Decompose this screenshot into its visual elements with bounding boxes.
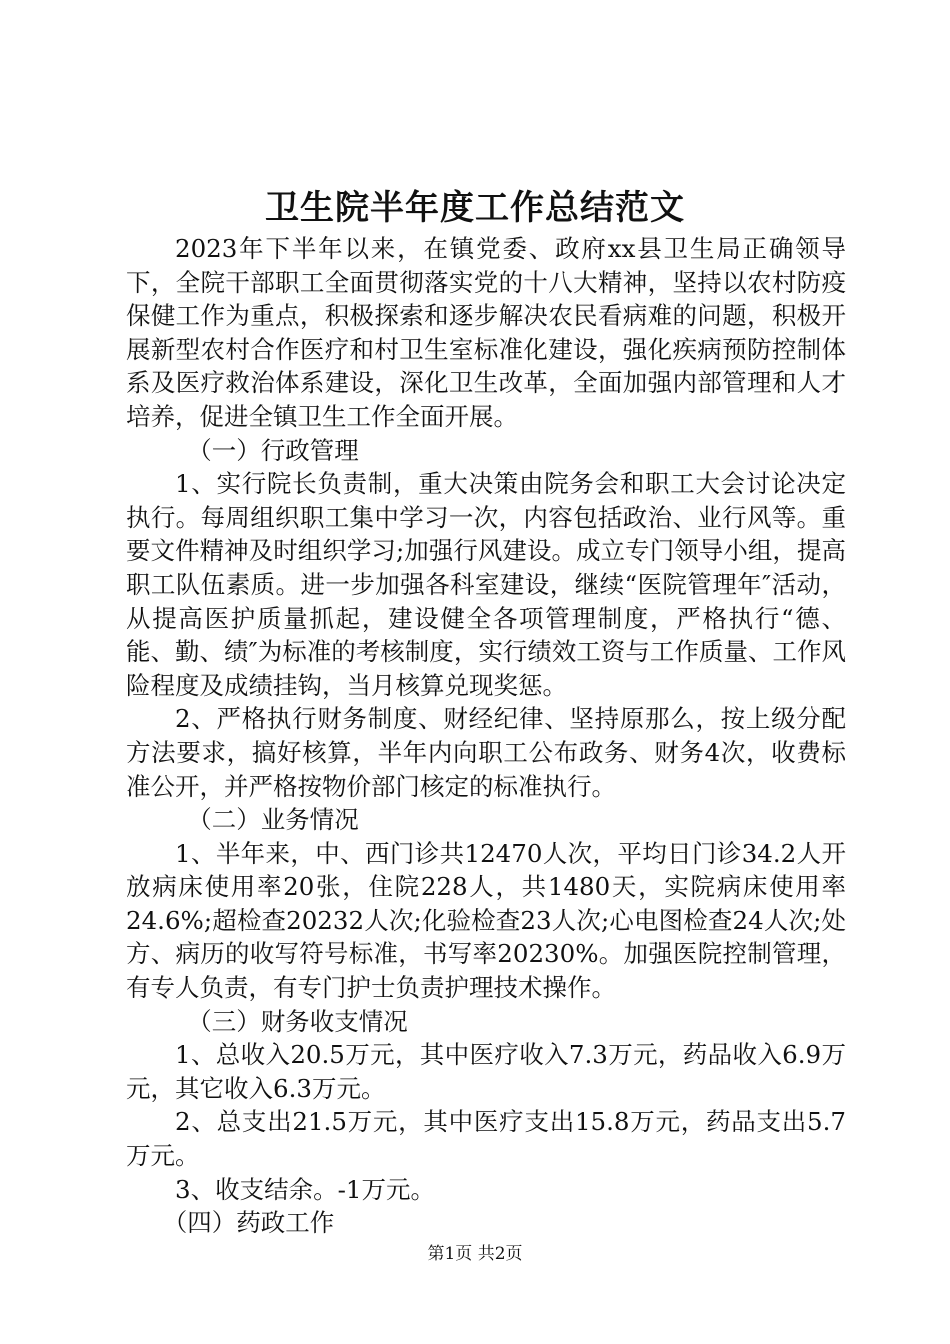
business-item-1: 1、半年来，中、西门诊共12470人次，平均日门诊34.2人开放病床使用率20张，住院228人，共1480天，实院病床使用率24.6%;超检查20232人次;化验检查23人次;心电图检查24人次;处方、病历的收写符号标准，书写率20230%。加强医院控制管理，有专人负责，有专门护士负责护理技术操作。: [126, 838, 846, 1003]
finance-item-3: 3、收支结余。-1万元。: [175, 1174, 435, 1204]
document-title: 卫生院半年度工作总结范文: [265, 188, 685, 228]
finance-item-2: 2、总支出21.5万元，其中医疗支出15.8万元，药品支出5.7万元。: [126, 1107, 846, 1171]
section-heading-business: （二）业务情况: [187, 805, 359, 835]
page-footer: 第1页 共2页: [427, 1244, 523, 1264]
section-heading-pharmacy: （四）药政工作: [162, 1208, 335, 1238]
document-body: [126, 232, 846, 1240]
administration-item-2: 2、严格执行财务制度、财经纪律、坚持原那么，按上级分配方法要求，搞好核算，半年内向职工公布政务、财务4次，收费标准公开，并严格按物价部门核定的标准执行。: [126, 704, 846, 801]
finance-item-1: 1、总收入20.5万元，其中医疗收入7.3万元，药品收入6.9万元，其它收入6.3万元。: [126, 1040, 846, 1103]
section-heading-administration: （一）行政管理: [187, 435, 359, 465]
administration-item-1: 1、实行院长负责制，重大决策由院务会和职工大会讨论决定执行。每周组织职工集中学习一次，内容包括政治、业行风等。重要文件精神及时组织学习;加强行风建设。成立专门领导小组，提高职工队伍素质。进一步加强各科室建设，继续“医院管理年″活动，从提高医护质量抓起，建设健全各项管理制度，严格执行“德、能、勤、绩″为标准的考核制度，实行绩效工资与工作质量、工作风险程度及成绩挂钩，当月核算兑现奖惩。: [126, 469, 846, 700]
section-heading-finance: （三）财务收支情况: [187, 1006, 408, 1036]
intro-paragraph: 2023年下半年以来，在镇党委、政府xx县卫生局正确领导下，全院干部职工全面贯彻落实党的十八大精神，坚持以农村防疫保健工作为重点，积极探索和逐步解决农民看病难的问题，积极开展新型农村合作医疗和村卫生室标准化建设，强化疾病预防控制体系及医疗救治体系建设，深化卫生改革，全面加强内部管理和人才培养，促进全镇卫生工作全面开展。: [126, 234, 846, 431]
